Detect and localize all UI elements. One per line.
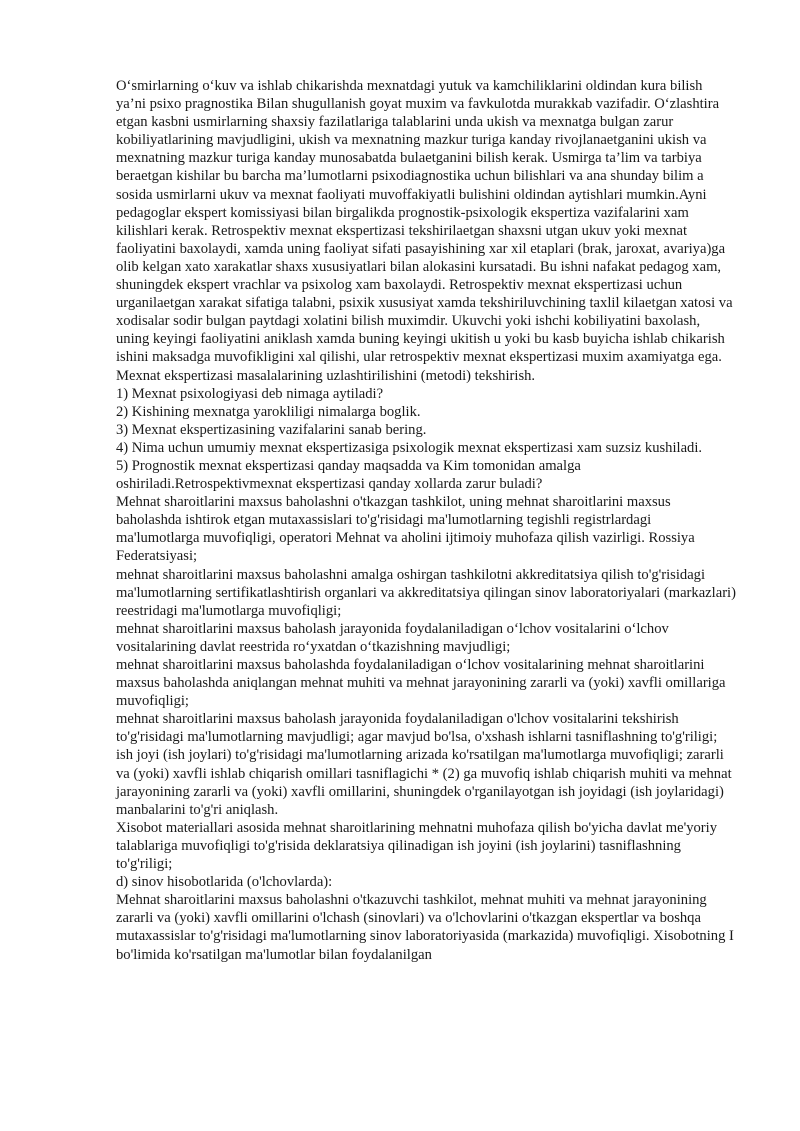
document-body	[116, 77, 736, 964]
question-3: 3) Mexnat ekspertizasining vazifalarini sanab bering.	[116, 421, 427, 438]
question-4: 4) Nima uchun umumiy mexnat ekspertizasiga psixologik mexnat ekspertizasi xam suzsiz kushiladi.	[116, 439, 703, 456]
question-5: 5) Prognostik mexnat ekspertizasi qanday maqsadda va Kim tomonidan amalga oshiriladi.Retrospektivmexnat ekspertizasi qanday xollarda zarur buladi?	[116, 457, 581, 493]
body-paragraph: mehnat sharoitlarini maxsus baholashda foydalaniladigan o‘lchov vositalarining mehnat sharoitlarini maxsus baholashda aniqlangan mehnat muhiti va mehnat jarayonining zararli va (yoki) xavfli omillariga muvofiqligi;	[116, 657, 726, 710]
body-paragraph: mehnat sharoitlarini maxsus baholashni amalga oshirgan tashkilotni akkreditatsiya qilish to'g'risidagi ma'lumotlarning sertifikatlashtirish organlari va akkreditatsiya qilingan sinov laboratoriyalari (markazlari) reestridagi ma'lumotlarga muvofiqligi;	[116, 566, 736, 619]
section-heading: d) sinov hisobotlarida (o'lchovlarda):	[116, 874, 333, 891]
question-2: 2) Kishining mexnatga yarokliligi nimalarga boglik.	[116, 403, 421, 420]
question-1: 1) Mexnat psixologiyasi deb nimaga aytiladi?	[116, 385, 384, 402]
body-paragraph: mehnat sharoitlarini maxsus baholash jarayonida foydalaniladigan o‘lchov vositalarini o‘lchov vositalarining davlat reestrida ro‘yxatdan o‘tkazishning mavjudligi;	[116, 620, 669, 655]
body-paragraph: Mehnat sharoitlarini maxsus baholashni o'tkazgan tashkilot, uning mehnat sharoitlarini maxsus baholashda ishtirok etgan mutaxassislari to'g'risidagi ma'lumotlarning tegishli registrlardagi ma'lumotlarga muvofiqligi, operatori Mehnat va aholini ijtimoiy muhofaza qilish vazirligi. Rossiya Federatsiyasi;	[116, 494, 695, 565]
body-paragraph: Mehnat sharoitlarini maxsus baholashni o'tkazuvchi tashkilot, mehnat muhiti va mehnat jarayonining zararli va (yoki) xavfli omillarini o'lchash (sinovlari) va o'lchovlarini o'tkazgan ekspertlar va boshqa mutaxassislar to'g'risidagi ma'lumotlarning sinov laboratoriyasida (markazida) muvofiqligi. Xisobotning I bo'limida ko'rsatilgan ma'lumotlar bilan foydalanilgan	[116, 892, 734, 963]
body-paragraph: mehnat sharoitlarini maxsus baholash jarayonida foydalaniladigan o'lchov vositalarini tekshirish to'g'risidagi ma'lumotlarning mavjudligi; agar mavjud bo'lsa, o'xshash ishlarni tasniflashning to'g'riligi; ish joyi (ish joylari) to'g'risidagi ma'lumotlarning arizada ko'rsatilgan ma'lumotlarga muvofiqligi; zararli va (yoki) xavfli ishlab chiqarish omillari tasniflagichi * (2) ga muvofiq ishlab chiqarish muhiti va mehnat jarayonining zararli va (yoki) xavfli omillarini, shuningdek o'rganilayotgan ish joyidagi (ish joylaridagi) manbalarini to'g'ri aniqlash.	[116, 711, 732, 818]
body-paragraph: Xisobot materiallari asosida mehnat sharoitlarining mehnatni muhofaza qilish bo'yicha davlat me'yoriy talablariga muvofiqligi to'g'risida deklaratsiya qilinadigan ish joyini (ish joylarini) tasniflashning to'g'riligi;	[116, 819, 718, 873]
intro-paragraph: O‘smirlarning o‘kuv va ishlab chikarishda mexnatdagi yutuk va kamchiliklarini oldindan kura bilish ya’ni psixo pragnostika Bilan shugullanish goyat muxim va favkulotda murakkab vazifadir. O‘zlashtira etgan kasbni usmirlarning shaxsiy fazilatlariga talablarini unda ukish va mexnatga bulgan zarur kobiliyatlarining mavjudligini, ukish va mexnatning mazkur turiga kanday rivojlanaetganini ukish va mexnatning mazkur turiga kanday munosabatda bulaetganini bilish kerak. Usmirga ta’lim va tarbiya beraetgan kishilar bu barcha ma’lumotlarni psixodiagnostika uchun bilishlari va ana shunday bilim a sosida usmirlarni ukuv va mexnat faoliyati muvoffakiyatli bulishini oldindan aytishlari mumkin.Ayni pedagoglar ekspert komissiyasi bilan birgalikda prognostik-psixologik ekspertiza vazifalarini xam kilishlari kerak. Retrospektiv mexnat ekspertizasi tekshirilaetgan shaxsni utgan ukuv yoki mexnat faoliyatini baxolaydi, xamda uning faoliyat sifati pasayishining xar xil etaplari (brak, jaroxat, avariya)ga olib kelgan xato xarakatlar shaxs xususiyatlari bilan alokasini kursatadi. Bu ishni nafakat pedagog xam, shuningdek ekspert vrachlar va psixolog xam baxolaydi. Retrospektiv mexnat ekspertizasi uchun urganilaetgan xarakat sifatiga talabni, psixik xususiyat xamda tekshiriluvchining taxlil kilaetgan xatosi va xodisalar sodir bulgan paytdagi xolatini bilish muximdir. Ukuvchi yoki ishchi kobiliyatini baxolash, uning keyingi faoliyatini aniklash xamda buning keyingi ukitish u yoki bu kasb buyicha ishlab chikarish ishini maksadga muvofikligini xal qilishi, ular retrospektiv mexnat ekspertizasi muxim axamiyatga ega. Mexnat ekspertizasi masalalarining uzlashtirilishini (metodi) tekshirish.	[116, 78, 733, 384]
